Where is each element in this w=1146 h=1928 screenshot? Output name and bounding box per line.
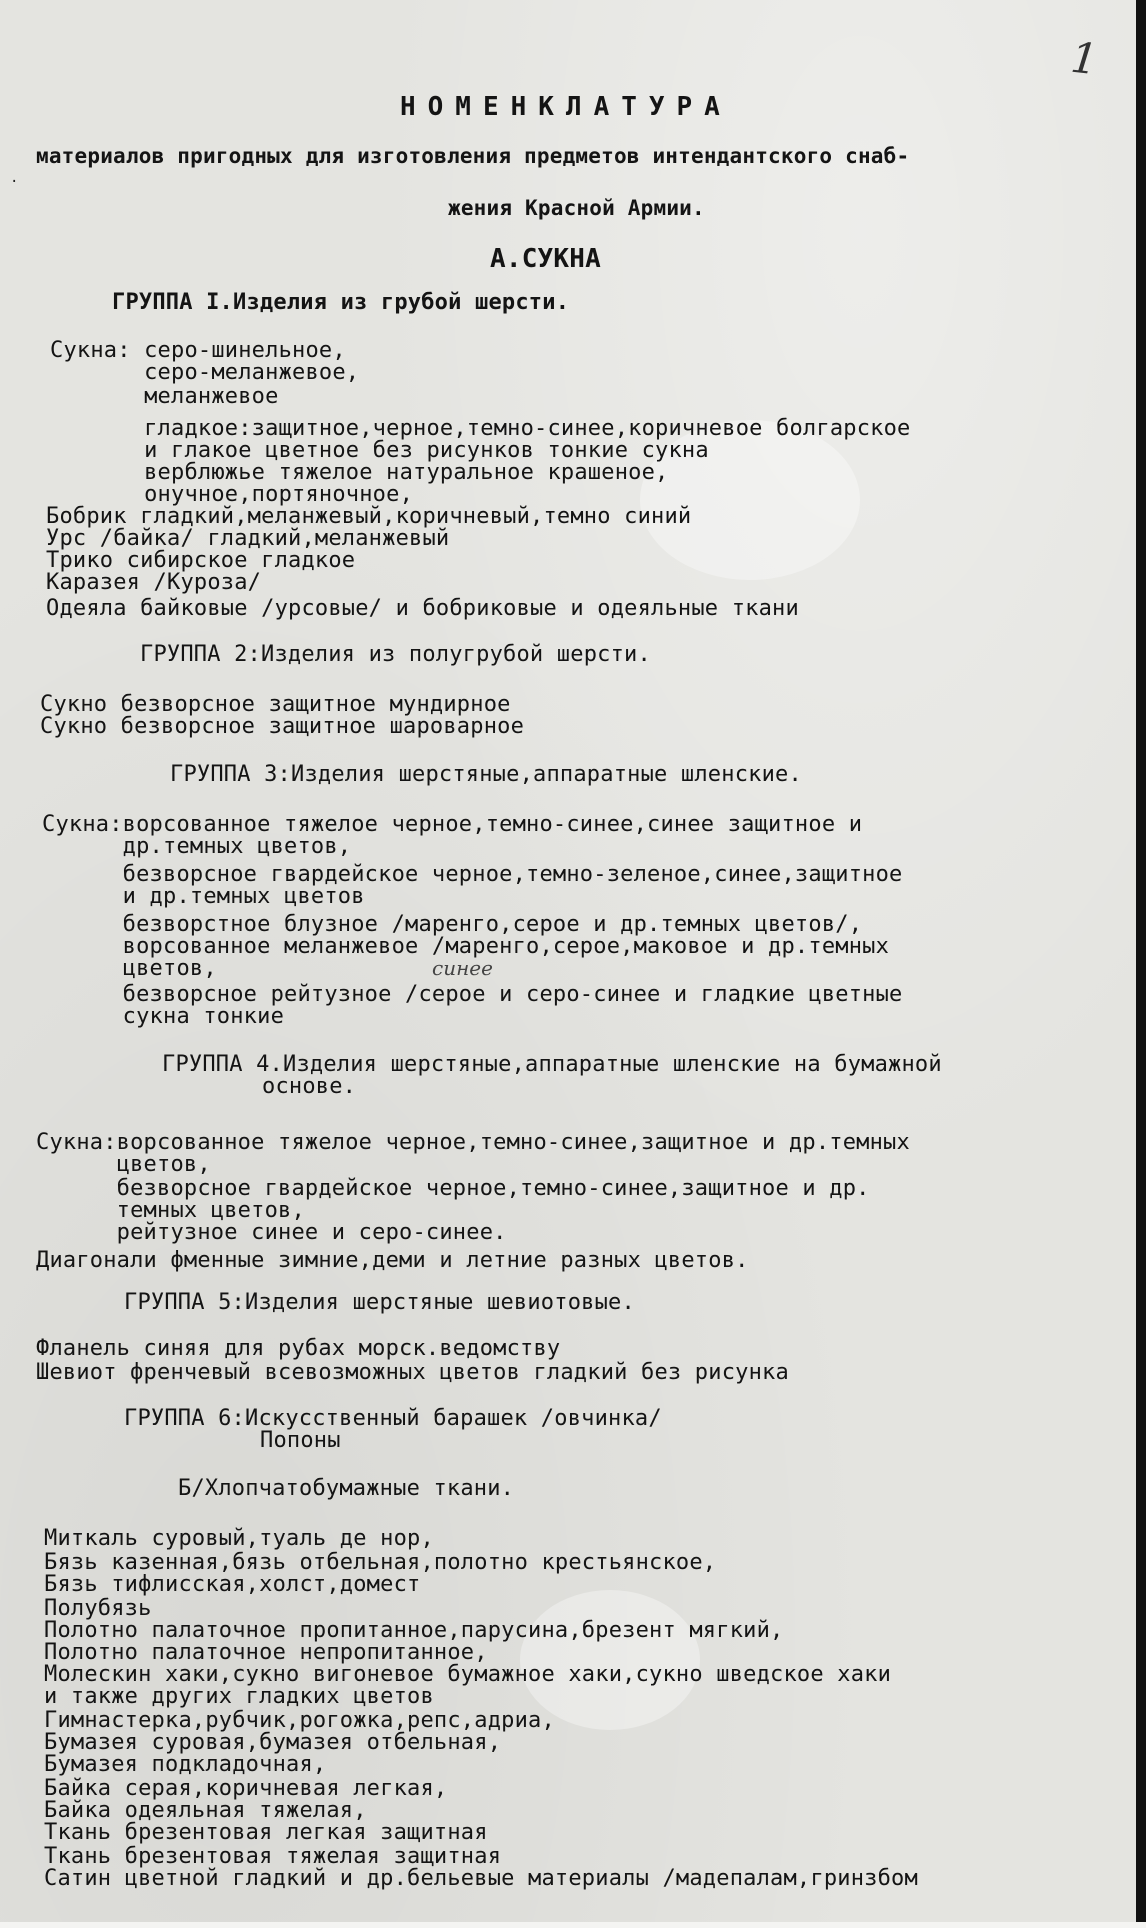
list-item: Бязь тифлисская,холст,домест	[44, 1572, 421, 1597]
list-item: Сукна:ворсованное тяжелое черное,темно-синее,защитное и др.темных	[36, 1130, 910, 1155]
list-item: Сукна:ворсованное тяжелое черное,темно-синее,синее защитное и	[42, 812, 863, 837]
list-item: Молескин хаки,сукно вигоневое бумажное хаки,сукно шведское хаки	[44, 1662, 892, 1687]
scan-edge	[0, 1922, 1146, 1928]
list-item: сукна тонкие	[42, 1004, 285, 1029]
list-item: и также других гладких цветов	[44, 1684, 434, 1709]
group-heading: ГРУППА 3:Изделия шерстяные,аппаратные шленские.	[170, 762, 802, 787]
list-item: Сукно безворсное защитное шароварное	[40, 714, 525, 739]
list-item: Бумазея суровая,бумазея отбельная,	[44, 1730, 502, 1755]
list-item: безворстное блузное /маренго,серое и др.темных цветов/,	[42, 912, 863, 937]
list-item: Трико сибирское гладкое	[46, 548, 356, 573]
list-item: Шевиот френчевый всевозможных цветов гладкий без рисунка	[36, 1360, 789, 1385]
list-item: Полубязь	[44, 1596, 152, 1621]
list-item: Гимнастерка,рубчик,рогожка,репс,адриа,	[44, 1708, 555, 1733]
list-item: цветов,	[36, 1152, 211, 1177]
list-item: меланжевое	[50, 384, 279, 409]
list-item: Миткаль суровый,туаль де нор,	[44, 1526, 434, 1551]
list-item: Полотно палаточное пропитанное,парусина,брезент мягкий,	[44, 1618, 784, 1643]
list-item: Сатин цветной гладкий и др.бельевые материалы /мадепалам,гринзбом	[44, 1866, 918, 1891]
list-item: Сукно безворсное защитное мундирное	[40, 692, 511, 717]
section-heading: А.СУКНА	[490, 244, 601, 274]
list-item: Бобрик гладкий,меланжевый,коричневый,темно синий	[46, 504, 692, 529]
group-heading: ГРУППА 4.Изделия шерстяные,аппаратные шленские на бумажной	[162, 1052, 942, 1077]
list-item: цветов,	[42, 956, 217, 981]
list-item: Байка серая,коричневая легкая,	[44, 1776, 448, 1801]
page-number: 1	[1068, 32, 1101, 85]
list-item: Бязь казенная,бязь отбельная,полотно крестьянское,	[44, 1550, 717, 1575]
list-item: Урс /байка/ гладкий,меланжевый	[46, 526, 450, 551]
list-item: Байка одеяльная тяжелая,	[44, 1798, 367, 1823]
list-item: темных цветов,	[36, 1198, 305, 1223]
document-title: НОМЕНКЛАТУРА	[400, 92, 732, 122]
list-item: безворсное рейтузное /серое и серо-синее и гладкие цветные	[42, 982, 903, 1007]
group-heading: ГРУППА 5:Изделия шерстяные шевиотовые.	[124, 1290, 635, 1315]
group-heading: ГРУППА I.Изделия из грубой шерсти.	[112, 290, 570, 315]
list-item: и др.темных цветов	[42, 884, 365, 909]
list-item: Ткань брезентовая тяжелая защитная	[44, 1844, 502, 1869]
list-item: Каразея /Куроза/	[46, 570, 262, 595]
margin-mark: ·	[10, 174, 19, 190]
group-heading-continued: Попоны	[260, 1428, 341, 1453]
list-item: безворсное гвардейское черное,темно-зеленое,синее,защитное	[42, 862, 903, 887]
group-heading: ГРУППА 6:Искусственный барашек /овчинка/	[124, 1406, 662, 1431]
list-item: др.темных цветов,	[42, 834, 352, 859]
document-subtitle: жения Красной Армии.	[448, 196, 705, 220]
list-item: Фланель синяя для рубах морск.ведомству	[36, 1336, 561, 1361]
list-item: гладкое:защитное,черное,темно-синее,коричневое болгарское	[50, 416, 911, 441]
list-item: Бумазея подкладочная,	[44, 1752, 327, 1777]
group-heading-continued: основе.	[262, 1074, 357, 1099]
list-item: верблюжье тяжелое натуральное крашеное,	[50, 460, 669, 485]
document-subtitle: материалов пригодных для изготовления предметов интендантского снаб-	[36, 144, 910, 168]
handwritten-note: синее	[432, 956, 493, 980]
list-item: Ткань брезентовая легкая защитная	[44, 1820, 488, 1845]
list-item: Полотно палаточное непропитанное,	[44, 1640, 488, 1665]
list-item: Диагонали фменные зимние,деми и летние разных цветов.	[36, 1248, 749, 1273]
group-heading: ГРУППА 2:Изделия из полугрубой шерсти.	[140, 642, 651, 667]
list-item: онучное,портяночное,	[50, 482, 414, 507]
list-item: и глакое цветное без рисунков тонкие сукна	[50, 438, 709, 463]
section-heading: Б/Хлопчатобумажные ткани.	[178, 1476, 515, 1501]
list-item: рейтузное синее и серо-синее.	[36, 1220, 507, 1245]
scan-edge	[1136, 0, 1146, 1928]
list-item: серо-меланжевое,	[50, 360, 360, 385]
list-item: ворсованное меланжевое /маренго,серое,маковое и др.темных	[42, 934, 890, 959]
list-item: Одеяла байковые /урсовые/ и бобриковые и одеяльные ткани	[46, 596, 799, 621]
list-item: Сукна: серо-шинельное,	[50, 338, 346, 363]
list-item: безворсное гвардейское черное,темно-синее,защитное и др.	[36, 1176, 870, 1201]
